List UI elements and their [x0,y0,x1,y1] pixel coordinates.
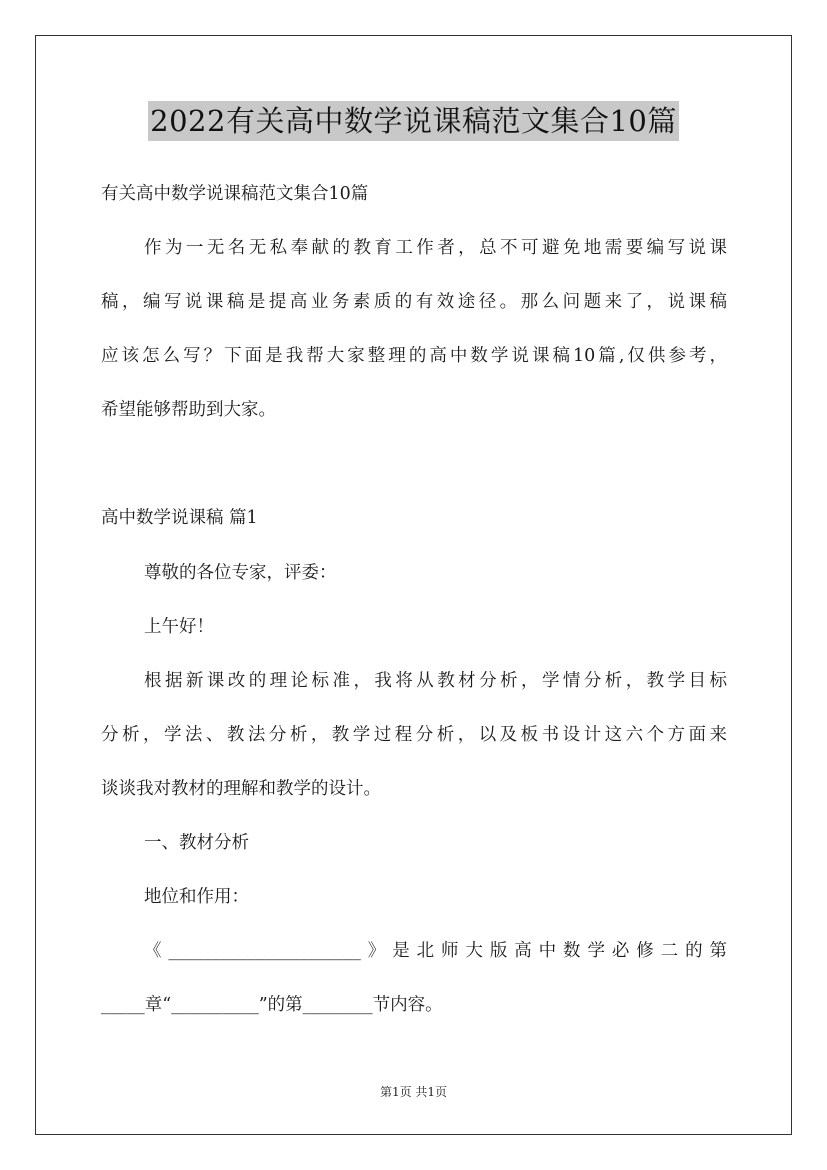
title-container [0,101,827,141]
page-footer: 第1页 共1页 [379,1085,448,1099]
para-line-1: 根据新课改的理论标准，我将从教材分析，学情分析，教学目标 [144,671,727,691]
intro-line-4: 希望能够帮助到大家。 [101,400,276,420]
greeting-line: 尊敬的各位专家，评委： [144,563,337,583]
para-line-3: 谈谈我对教材的理解和教学的设计。 [101,779,381,799]
item-heading: 一、教材分析 [144,833,249,853]
intro-line-1: 作为一无名无私奉献的教育工作者，总不可避免地需要编写说课 [144,238,727,258]
intro-line-3: 应该怎么写？下面是我帮大家整理的高中数学说课稿10篇,仅供参考， [101,346,727,366]
intro-line-2: 稿，编写说课稿是提高业务素质的有效途径。那么问题来了，说课稿 [101,292,727,312]
document-subtitle: 有关高中数学说课稿范文集合10篇 [101,184,369,204]
blank-line-2: _____章“__________”的第________节内容。 [101,995,443,1015]
section-heading: 高中数学说课稿 篇1 [101,508,258,528]
document-title: 2022有关高中数学说课稿范文集合10篇 [148,101,679,141]
hello-line: 上午好！ [144,617,214,637]
para-line-2: 分析，学法、教法分析，教学过程分析，以及板书设计这六个方面来 [101,725,727,745]
blank-line-1: 《______________________》是北师大版高中数学必修二的第 [144,941,727,961]
subheading: 地位和作用： [144,887,249,907]
